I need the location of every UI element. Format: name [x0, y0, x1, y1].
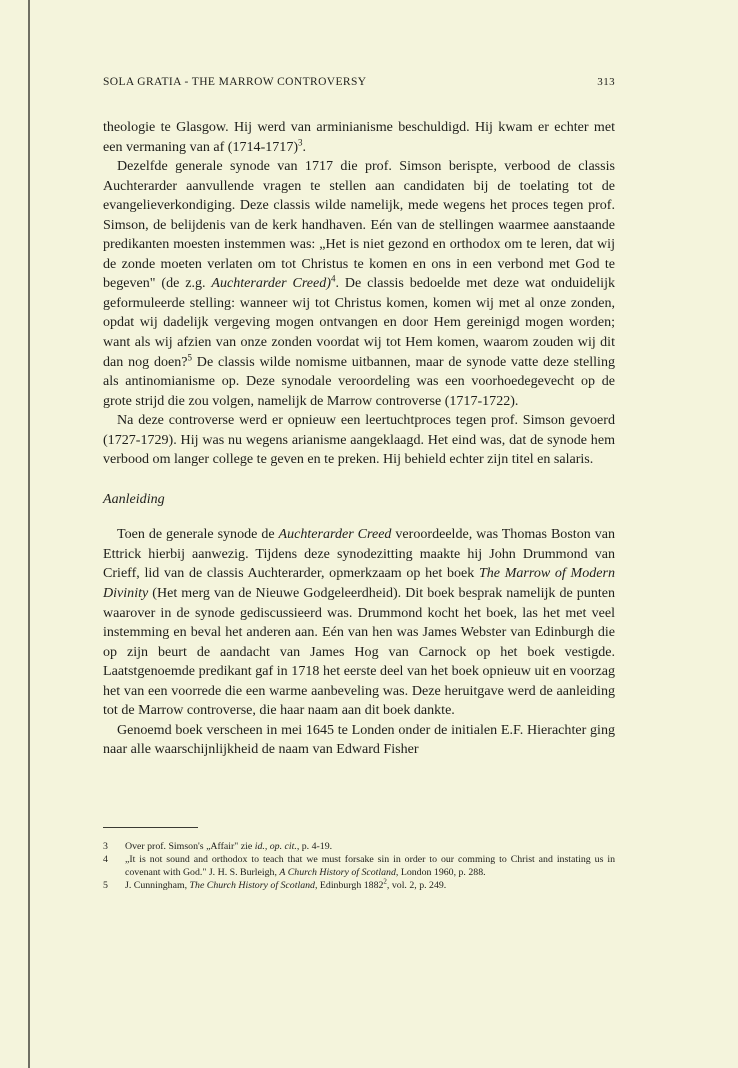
- footnote-ref-4: 4: [330, 273, 336, 284]
- running-title: SOLA GRATIA - THE MARROW CONTROVERSY: [103, 76, 367, 88]
- page-number: 313: [597, 76, 615, 88]
- footnote-number: 3: [103, 840, 108, 852]
- paragraph-4: Toen de generale synode de Auchterarder Creed veroordeelde, was Thomas Boston van Ettrick hierbij aanwezig. Tijdens deze synodezitting maakte hij John Drummond van Crieff, lid van de classis Auchterarder, opmerkzaam op het boek The Marrow of Modern Divinity (Het merg van de Nieuwe Godgeleerdheid). Dit boek besprak namelijk de punten waarover in de synode gediscussieerd was. Drummond kocht het boek, las het met veel instemming en beval het anderen aan. Eén van hen was James Webster van Edinburgh die op zijn beurt de aandacht van James Hog van Carnock op het boek vestigde. Laatstgenoemde predikant gaf in 1718 het eerste deel van het boek opnieuw uit en voorzag het van een voorrede die een warme aanbeveling was. Deze heruitgave werd de aanleiding tot de Marrow controverse, die haar naam aan dit boek dankte.: [103, 526, 615, 719]
- footnote-ref-5: 5: [187, 351, 192, 362]
- book-page: [103, 76, 615, 892]
- footnote-divider: [103, 827, 198, 828]
- paragraph-5: Genoemd boek verscheen in mei 1645 te Londen onder de initialen E.F. Hierachter ging naar alle waarschijnlijkheid de naam van Edward Fisher: [103, 721, 615, 758]
- footnote-4: 4 „It is not sound and orthodox to teach that we must forsake sin in order to our comming to Christ and instating us in covenant with God." J. H. S. Burleigh, A Church History of Scotland, London 1960, p. 288.: [103, 854, 615, 879]
- footnote-number: 5: [103, 880, 108, 892]
- paragraph-3: Na deze controverse werd er opnieuw een leertuchtproces tegen prof. Simson gevoerd (1727-1729). Hij was nu wegens arianisme aangeklaagd. Het eind was, dat de synode hem verbood om langer college te geven en te preken. Hij behield echter zijn titel en salaris.: [103, 412, 615, 468]
- paragraph-1: theologie te Glasgow. Hij werd van arminianisme beschuldigd. Hij kwam er echter met een vermaning van af (1714-1717)$^3$.: [103, 119, 615, 155]
- footnote-5: 5 J. Cunningham, The Church History of Scotland, Edinburgh 1882$^2$, vol. 2, p. 249.: [103, 877, 447, 892]
- footnotes: [103, 840, 615, 892]
- binding-edge: [28, 0, 30, 1068]
- body-text: [103, 118, 615, 760]
- paragraph-2: Dezelfde generale synode van 1717 die prof. Simson berispte, verbood de classis Auchterarder aanvullende vragen te stellen aan candidaten bij de toelating tot de evangelieverkondiging. Deze classis wilde namelijk, mede wegens het proces tegen prof. Simson, de belijdenis van de kerk handhaven. Eén van de stellingen waarmee aanstaande predikanten moesten instemmen was: „Het is niet gezond en orthodox om te leren, dat wij de zonde moeten verlaten om tot Christus te komen en ons in een verbond met God te begeven" (de z.g. Auchterarder Creed)$^4$. De classis bedoelde met deze wat onduidelijk geformuleerde stelling: wanneer wij tot Christus komen, komen wij met al onze zonden, opdat wij dadelijk vergeving mogen ontvangen en door Hem gereinigd mogen worden; want als wij afzien van onze zonden voordat wij tot Hem komen, waarom zouden wij dit dan nog doen?$^5$ De classis wilde nomisme uitbannen, maar de synode vatte deze stelling als antinomianisme op. Deze synodale veroordeling was een voorhoedegevecht op de grote strijd die zou volgen, namelijk de Marrow controverse (1717-1722).: [103, 158, 616, 409]
- footnote-ref-3: 3: [298, 136, 303, 147]
- footnote-number: 4: [103, 854, 108, 866]
- footnote-3: 3 Over prof. Simson's „Affair" zie id., op. cit., p. 4-19.: [103, 840, 333, 852]
- running-header: [103, 76, 615, 102]
- section-heading: Aanleiding: [103, 490, 165, 507]
